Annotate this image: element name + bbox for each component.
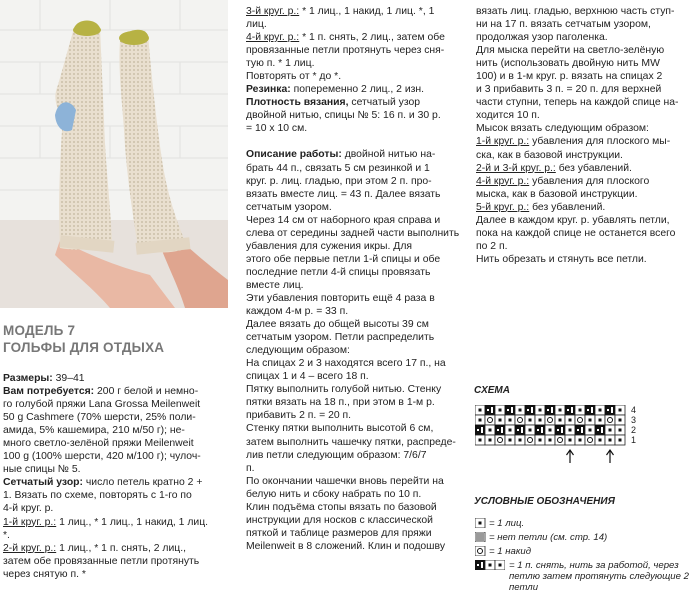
chart-cell (485, 405, 495, 415)
text-line (3, 476, 229, 489)
line-label: 1-й круг. р.: (476, 136, 530, 148)
line-text: 200 г белой и немно- (94, 386, 199, 398)
line-label: 4-й круг. р.: (476, 175, 530, 187)
chart-cell (495, 435, 505, 445)
line-text: Для мыска перейти на светло-зелёную (476, 45, 665, 57)
chart-cell (555, 415, 565, 425)
text-line (476, 122, 698, 135)
text-line (246, 188, 470, 201)
line-text: 50 g Cashmere (70% шерсти, 25% поли- (3, 412, 196, 424)
line-text: число петель кратно 2 + (82, 477, 203, 489)
chart-cell (485, 435, 495, 445)
arrow-up-icon (607, 450, 614, 463)
text-line (246, 305, 470, 318)
line-text: через снятую п. * (3, 568, 86, 580)
line-label: Сетчатый узор: (3, 477, 83, 489)
chart-cell (615, 425, 625, 435)
line-text: затем обе провязанные петли протянуть (3, 555, 200, 567)
line-text: много светло-зелёной пряжи Meilenweit (3, 438, 194, 450)
line-label: Резинка: (246, 84, 291, 96)
line-label: 5-й круг. р.: (476, 201, 530, 213)
text-line (246, 266, 470, 279)
chart-cell (595, 415, 605, 425)
text-line (246, 214, 470, 227)
line-text: 100 g (100% шерсти, 420 м/100 г); чулоч- (3, 451, 201, 463)
text-line (476, 214, 698, 227)
chart-cell (595, 425, 605, 435)
line-label: 3-й круг. р.: (246, 6, 300, 17)
text-line (3, 542, 229, 555)
arrow-up-icon (567, 450, 574, 463)
line-label: Описание работы: (246, 149, 342, 161)
row-number: 3 (631, 415, 637, 425)
chart-cell (475, 425, 485, 435)
chart-cell (525, 435, 535, 445)
line-text: инструкции для носков с классической (246, 514, 433, 526)
text-line (3, 463, 229, 476)
chart-cell (495, 405, 505, 415)
line-label: Вам потребуется: (3, 386, 95, 398)
chart-cell (545, 415, 555, 425)
text-line (476, 188, 698, 201)
text-line (246, 462, 470, 475)
text-line (246, 383, 470, 396)
line-text: Стенку пятки выполнить высотой 6 см, (246, 423, 434, 435)
line-text: вместе лиц. (246, 279, 304, 291)
text-line (246, 175, 470, 188)
chart-cell (575, 405, 585, 415)
line-text: * 1 п. снять, 2 лиц., затем обе (299, 32, 445, 44)
line-text: Далее в каждом круг. р. убавлять петли, (476, 214, 670, 226)
text-line (246, 162, 470, 175)
chart-cell (605, 405, 615, 415)
line-text: двойной нитью на- (341, 149, 436, 161)
line-text: ные спицы № 5. (3, 464, 81, 476)
chart-cell (595, 405, 605, 415)
slip-pass-symbol-icon (475, 560, 505, 570)
text-line (246, 449, 470, 462)
line-text: следующим образом: (246, 345, 350, 357)
line-text: тую п. * 1 лиц. (246, 58, 315, 70)
text-line (246, 122, 470, 135)
text-line (246, 109, 470, 122)
scheme-title: СХЕМА (474, 385, 510, 396)
model-name: ГОЛЬФЫ ДЛЯ ОТДЫХА (3, 340, 165, 355)
model-title (3, 322, 164, 356)
line-text: попеременно 2 лиц., 2 изн. (290, 84, 425, 96)
line-text: 1. Вязать по схеме, повторять с 1-го по (3, 490, 192, 502)
line-text: вязать вместе лиц. = 43 п. Далее вязать (246, 188, 441, 200)
chart-cell (515, 435, 525, 445)
chart-cell (615, 435, 625, 445)
line-text: Далее вязать до общей высоты 39 см (246, 319, 429, 331)
chart-cell (565, 405, 575, 415)
line-text: 39–41 (52, 373, 85, 384)
text-line (246, 253, 470, 266)
text-line (246, 279, 470, 292)
text-line (246, 436, 470, 449)
line-text: сетчатым узором. Петли распределить (246, 332, 435, 344)
chart-cell (535, 405, 545, 415)
model-number: МОДЕЛЬ 7 (3, 323, 76, 338)
line-text: прибавить 2 п. = 20 п. (246, 410, 352, 422)
line-text: мыска, как в базовой инструкции. (476, 188, 638, 200)
text-line (246, 5, 470, 18)
socks-photo (0, 0, 228, 308)
line-text: сетчатый узор (348, 97, 421, 109)
chart-cell (505, 435, 515, 445)
line-text: продолжая узор паголенка. (476, 32, 608, 44)
line-text: го голубой пряжи Lana Grossa Meilenweit (3, 399, 201, 411)
text-line (3, 555, 229, 568)
line-text: Через 14 см от наборного края справа и (246, 214, 441, 226)
text-line (246, 488, 470, 501)
text-line (3, 411, 229, 424)
text-line (246, 331, 470, 344)
text-line (246, 527, 470, 540)
text-line (476, 253, 698, 266)
line-text: двойной нитью, спицы № 5: 16 п. и 30 р. (246, 110, 441, 122)
chart-cell (605, 425, 615, 435)
text-line (3, 568, 229, 581)
text-line (246, 344, 470, 357)
text-line (476, 201, 698, 214)
text-line (3, 529, 229, 542)
line-text: пяткой и таблице размеров для пряжи (246, 527, 432, 539)
line-text: брать 44 п., связать 5 см резинкой и 1 (246, 162, 430, 174)
legend-text: = 1 накид (489, 546, 532, 557)
text-line (246, 70, 470, 83)
line-text: Клин подъёма стопы вязать по базовой (246, 501, 437, 513)
chart-cell (615, 405, 625, 415)
chart-cell (505, 415, 515, 425)
chart-cell (575, 425, 585, 435)
text-line (476, 83, 698, 96)
line-text: амида, 5% кашемира, 210 м/50 г); не- (3, 425, 185, 437)
text-line (3, 502, 229, 515)
chart-cell (505, 405, 515, 415)
chart-cell (545, 425, 555, 435)
text-line (3, 450, 229, 463)
text-line (476, 149, 698, 162)
line-text: белую нить и сбоку набрать по 10 п. (246, 488, 422, 500)
line-text: убавления для сужения икры. Для (246, 240, 413, 252)
line-text: без убавлений. (529, 201, 606, 213)
chart-cell (575, 415, 585, 425)
chart-cell (615, 415, 625, 425)
text-line (3, 424, 229, 437)
column-2 (246, 5, 470, 553)
chart-cell (525, 425, 535, 435)
line-text: 100) и в 1-м круг. р. вязать на спицах 2 (476, 71, 663, 83)
line-text: 4-й круг. р. (3, 503, 54, 515)
text-line (476, 70, 698, 83)
line-text: и 3 прибавить 3 п. = 20 п. для верхней (476, 84, 662, 96)
line-text: слева от середины задней части выполнить (246, 227, 460, 239)
column-1 (3, 372, 229, 581)
chart-cell (475, 415, 485, 425)
text-line (3, 385, 229, 398)
line-text: лив петли следующим образом: 7/6/7 (246, 449, 427, 461)
line-text: убавления для плоского мы- (529, 136, 671, 148)
text-line (246, 501, 470, 514)
chart-cell (515, 405, 525, 415)
text-line (476, 44, 698, 57)
text-line (246, 422, 470, 435)
text-line (246, 540, 470, 553)
chart-cell (535, 415, 545, 425)
chart-cell (585, 415, 595, 425)
line-text: сетчатым узором. (246, 201, 332, 213)
line-text: убавления для плоского (529, 175, 650, 187)
chart-cell (535, 425, 545, 435)
chart-cell (475, 435, 485, 445)
text-line (246, 318, 470, 331)
chart-cell (535, 435, 545, 445)
text-line (246, 396, 470, 409)
chart-cell (515, 415, 525, 425)
line-text: нить (использовать двойную нить MW (476, 58, 660, 70)
text-line (246, 57, 470, 70)
text-line (476, 96, 698, 109)
line-label: Плотность вязания, (246, 97, 349, 109)
chart-cell (565, 425, 575, 435)
line-text: Повторять от * до *. (246, 71, 342, 83)
chart-cell (585, 405, 595, 415)
text-line (246, 240, 470, 253)
line-text: Пятку выполнить голубой нитью. Стенку (246, 384, 442, 396)
chart-cell (485, 425, 495, 435)
line-text: 1 лиц., * 1 лиц., 1 накид, 1 лиц. (56, 516, 209, 528)
text-line (476, 240, 698, 253)
line-text: ска, как в базовой инструкции. (476, 149, 623, 161)
row-number: 1 (631, 435, 637, 445)
line-text: На спицах 2 и 3 находятся всего 17 п., на (246, 358, 446, 370)
text-line (246, 292, 470, 305)
text-line (246, 201, 470, 214)
text-line (476, 18, 698, 31)
line-text: каждом 4-м р. = 33 п. (246, 306, 349, 318)
text-line (476, 109, 698, 122)
text-line (246, 409, 470, 422)
line-text: Нить обрезать и стянуть все петли. (476, 253, 647, 265)
line-text: лиц. (246, 19, 267, 31)
text-line (246, 31, 470, 44)
chart-cell (505, 425, 515, 435)
text-line (3, 372, 229, 385)
line-text: п. (246, 462, 255, 474)
legend-text: = 1 лиц. (489, 518, 525, 529)
legend-text: = нет петли (см. стр. 14) (489, 532, 608, 543)
line-text: Meilenweit в 8 сложений. Клин и подошву (246, 540, 446, 552)
chart-cell (545, 435, 555, 445)
line-text: последние петли 4-й спицы провязать (246, 266, 431, 278)
chart-cell (555, 405, 565, 415)
chart-cell (565, 435, 575, 445)
text-line (3, 489, 229, 502)
line-label: 2-й круг. р.: (3, 542, 57, 554)
chart-cell (485, 415, 495, 425)
chart-cell (585, 435, 595, 445)
chart-cell (475, 405, 485, 415)
legend-title: УСЛОВНЫЕ ОБОЗНАЧЕНИЯ (474, 496, 615, 507)
line-text: пока на каждой спице не останется всего (476, 227, 676, 239)
text-line (476, 162, 698, 175)
legend-text: = 1 п. снять, нить за работой, через петлю затем протянуть следующие 2 петли (509, 560, 689, 593)
line-text: ни на 17 п. вязать сетчатым узором, (476, 19, 651, 31)
row-number: 4 (631, 405, 637, 415)
chart-cell (575, 435, 585, 445)
line-text: без убавлений. (555, 162, 632, 174)
chart-cell (555, 425, 565, 435)
chart-cell (495, 415, 505, 425)
line-text: провязанные петли протянуть через сня- (246, 45, 445, 57)
line-label: 1-й круг. р.: (3, 516, 57, 528)
text-line (476, 5, 698, 18)
text-line (3, 398, 229, 411)
text-line (246, 148, 470, 161)
text-line (246, 44, 470, 57)
chart-cell (525, 405, 535, 415)
line-text: Эти убавления повторить ещё 4 раза в (246, 292, 435, 304)
text-line (476, 227, 698, 240)
text-line (476, 175, 698, 188)
line-text: ходится 10 п. (476, 110, 540, 122)
chart-cell (585, 425, 595, 435)
line-label: 4-й круг. р.: (246, 32, 300, 44)
line-text: круг. р. лиц. гладью, при этом 2 п. про- (246, 175, 432, 187)
column-3 (476, 5, 698, 266)
line-label: Размеры: (3, 373, 53, 384)
text-line (246, 227, 470, 240)
line-text: вязать лиц. гладью, верхнюю часть ступ- (476, 6, 675, 17)
chart-cell (545, 405, 555, 415)
chart-cell (565, 415, 575, 425)
text-line (246, 83, 470, 96)
line-text: Мысок вязать следующим образом: (476, 123, 649, 135)
line-text: спицах 1 и 4 – всего 18 п. (246, 371, 369, 383)
chart-cell (525, 415, 535, 425)
chart-cell (555, 435, 565, 445)
text-line (3, 516, 229, 529)
line-text: *. (3, 529, 10, 541)
chart-cell (495, 425, 505, 435)
text-line (246, 135, 470, 148)
text-line (476, 57, 698, 70)
line-text: по 2 п. (476, 240, 508, 252)
text-line (246, 96, 470, 109)
chart-cell (605, 435, 615, 445)
line-label: 2-й и 3-й круг. р.: (476, 162, 556, 174)
text-line (3, 437, 229, 450)
line-text: По окончании чашечки вновь перейти на (246, 475, 444, 487)
line-text: затем выполнить чашечку пятки, распреде- (246, 436, 456, 448)
chart-cell (515, 425, 525, 435)
text-line (476, 135, 698, 148)
text-line (246, 514, 470, 527)
line-text: 1 лиц., * 1 п. снять, 2 лиц., (56, 542, 186, 554)
text-line (246, 18, 470, 31)
chart-cell (605, 415, 615, 425)
line-text: = 10 x 10 см. (246, 123, 308, 135)
line-text: * 1 лиц., 1 накид, 1 лиц. *, 1 (299, 6, 435, 17)
text-line (246, 475, 470, 488)
text-line (246, 370, 470, 383)
stitch-chart (475, 405, 655, 467)
row-number: 2 (631, 425, 637, 435)
line-text: пятки вязать на 18 п., при этом в 1-м р. (246, 397, 435, 409)
line-text: этого обе первые петли 1-й спицы и обе (246, 253, 441, 265)
text-line (246, 357, 470, 370)
chart-cell (595, 435, 605, 445)
line-text: части ступни, теперь на каждой спице на- (476, 97, 679, 109)
text-line (476, 31, 698, 44)
